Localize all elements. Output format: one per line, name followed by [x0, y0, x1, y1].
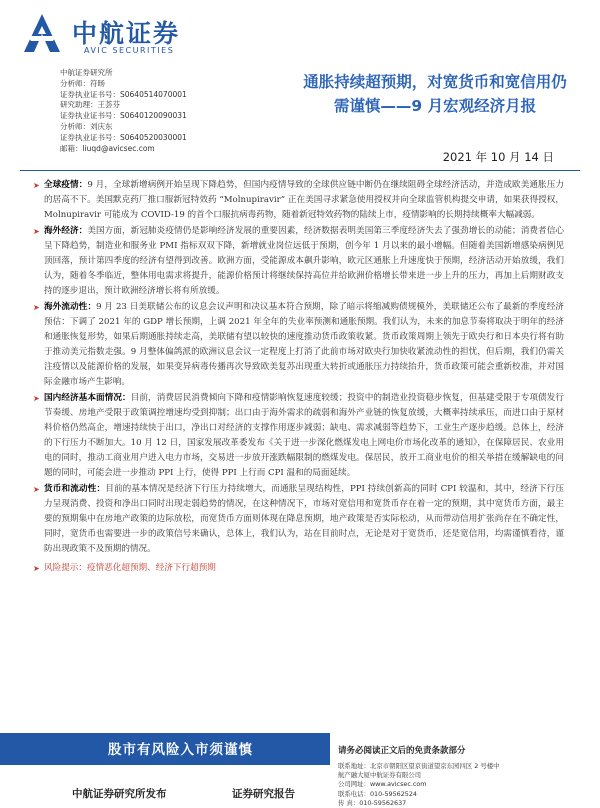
section-overseas-economy: [33, 224, 564, 299]
header-divider: [20, 170, 580, 171]
analyst-email[interactable]: 邮箱：liuqd@avicsec.com: [60, 143, 155, 153]
contact-fax: 传 真：010-59562637: [338, 798, 407, 807]
section-text: 9 月，全球新增病例开始呈现下降趋势，但国内疫情导致的全球供应链中断仍在继续阻碍全球经济活动，并造成欧美通胀压力的居高不下。美国默克药厂推口服新冠特效药 “Molnupiravir” 正在美国寻求紧急使用授权并向全球监管机构提交申请，如果获得授权，Molnupiravir 可能成为 COVID-19 的首个口服抗病毒药物，随着新冠特效药物的陆续上市，疫情影响的长期持续概率大幅减弱。: [44, 180, 564, 220]
section-heading: 货币和流动性：: [44, 484, 106, 494]
contact-website[interactable]: 公司网址：www.avicsec.com: [338, 780, 427, 789]
section-text: 目前的基本情况是经济下行压力持续增大，而通胀呈现结构性，PPI 持续创新高的同时 CPI 较温和，其中，经济下行压力呈现消费、投资和净出口同时出现走弱趋势的情况，在这种情况下，市场对宽信用和宽货币存在着一定的预期，其中宽货币方面，最主要的预期集中在房地产政策的边际放松，而宽货币方面则体现在降息预期，地产政策是否实际松动，从而带动信用扩张尚存在不确定性，同时，宽货币也需要进一步的政策信号来确认，总体上，我们认为，站在目前时点，无论是对于宽货币，还是宽信用，均需谨慎看待，谨防出现政策不及预期的情况。: [44, 484, 564, 554]
section-global-epidemic: [33, 178, 564, 223]
analyst-info: [60, 68, 280, 154]
footer-publisher: 中航证券研究所发布: [72, 788, 167, 800]
footer-slogan: 股市有风险入市须谨慎: [108, 742, 253, 758]
section-heading: 海外经济：: [44, 226, 88, 236]
section-domestic-fundamentals: [33, 391, 564, 481]
section-heading: 全球疫情：: [44, 180, 88, 190]
analyst-line: 证券执业证书号：S0640120090031: [60, 111, 187, 121]
analyst-line: 研究助理：王荟芬: [60, 100, 120, 110]
bullet-icon: ➤: [33, 227, 40, 236]
risk-warning: [33, 561, 564, 576]
bullet-icon: ➤: [33, 303, 40, 312]
section-overseas-liquidity: [33, 300, 564, 390]
section-heading: 海外流动性：: [44, 302, 97, 312]
section-text: 美国方面，新冠肺炎疫情仍是影响经济发展的重要因素，经济数据表明美国第三季度经济失去了强劲增长的动能；消费者信心呈下降趋势，制造业和服务业 PMI 指标双双下降，新增就业岗位远低于预期，创今年 1 月以来的最小增幅。但随着美国新增感染病例见顶回落，预计第四季度的经济有望得到改善。欧洲方面，受能源成本飙升影响，欧元区通胀上升速度快于预期，经济活动开始放缓，我们认为，随着冬季临近，整体用电需求将提升，能源价格预计将继续保持高位并给欧洲价格增长带来进一步上升的压力，再加上后期财政支持的逐步退出，预计欧洲经济增长将有所放缓。: [44, 226, 564, 296]
footer-report-type: 证券研究报告: [232, 788, 295, 800]
report-title: [300, 70, 570, 118]
contact-line: 联系地址：北京市朝阳区望京街道望京东园四区 2 号楼中: [338, 762, 500, 770]
risk-heading: 风险提示：: [44, 563, 87, 573]
avic-logo-icon: [22, 12, 62, 54]
bullet-icon: ➤: [33, 394, 40, 403]
report-date: 2021 年 10 月 14 日: [442, 150, 554, 164]
analyst-line: 证券执业证书号：S0640520030001: [60, 132, 187, 142]
bullet-icon: ➤: [33, 564, 40, 573]
analyst-line: 分析师：刘庆东: [60, 121, 113, 131]
bullet-icon: ➤: [33, 485, 40, 494]
bullet-icon: ➤: [33, 181, 40, 190]
company-logo: [22, 10, 222, 62]
analyst-line: 证券执业证书号：S0640514070001: [60, 89, 187, 99]
contact-info: [338, 762, 588, 808]
section-text: 9 月 23 日美联储公布的议息会议声明和决议基本符合预期，除了暗示将缩减购债规模外，美联储还公布了最新的季度经济预估：下调了 2021 年的 GDP 增长预期，上调 2021 年全年的失业率预测和通胀预期。我们认为，未来的加息节奏将取决于明年的经济和通胀恢复形势，如果后期通胀持续走高，美联储有望以较快的速度推动货币政策收紧。货币政策周期上领先于欧央行和日本央行将有助于推动美元指数走强。9 月整体偏鸽派的欧洲议息会议一定程度上打消了此前市场对欧央行加快收紧流动性的担忧，但后期，我们仍需关注疫情以及能源价格的发展，如果变异病毒传播再次导致欧美复苏出现重大转折或通胀压力持续抬升，货币政策可能会重新校准，并对国际金融市场产生影响。: [44, 302, 564, 387]
section-heading: 国内经济基本面情况：: [44, 393, 131, 403]
logo-text-en: AVIC SECURITIES: [84, 46, 175, 55]
section-text: 目前，消费居民消费倾向下降和疫情影响恢复速度较缓；投资中的制造业投资稳步恢复，但基建受限于专项债发行节奏缓、房地产受限于政策调控增速均受到抑制；出口由于海外需求的疏弱和海外产业链的恢复放缓，大概率持续承压，而进口由于原材料价格仍然高企，增速持续快于出口，净出口对经济的支撑作用逐步减弱；缺电、需求减弱等趋势下，工业生产逐步趋缓。总体上，经济的下行压力不断加大。10 月 12 日，国家发展改革委发布《关于进一步深化燃煤发电上网电价市场化改革的通知》，在保障居民、农业用电的同时，推动工商业用户进入电力市场，交易进一步放开涨跌幅限制的燃煤发电。保居民，放开工商业电价的相关举措在缓解缺电的问题的同时，可能会进一步推动 PPI 上行，使得 PPI 上行而 CPI 温和的局面延续。: [44, 393, 564, 478]
analyst-line: 分析师：符旸: [60, 78, 105, 88]
contact-phone: 联系电话：010-59562524: [338, 789, 417, 798]
logo-text-cn: 中航证券: [72, 19, 181, 48]
report-title-line2: 需谨慎——9 月宏观经济月报: [333, 97, 537, 115]
report-title-line1: 通胀持续超预期，对宽货币和宽信用仍: [303, 73, 567, 91]
contact-line: 航产融大厦中航证券有限公司: [338, 771, 422, 780]
report-body: [33, 178, 564, 577]
risk-text: 疫情恶化超预期、经济下行超预期: [86, 563, 216, 573]
analyst-line: 中航证券研究所: [60, 68, 113, 77]
section-monetary-liquidity: [33, 482, 564, 557]
disclaimer-note: 请务必阅读正文后的免责条款部分: [338, 746, 466, 756]
